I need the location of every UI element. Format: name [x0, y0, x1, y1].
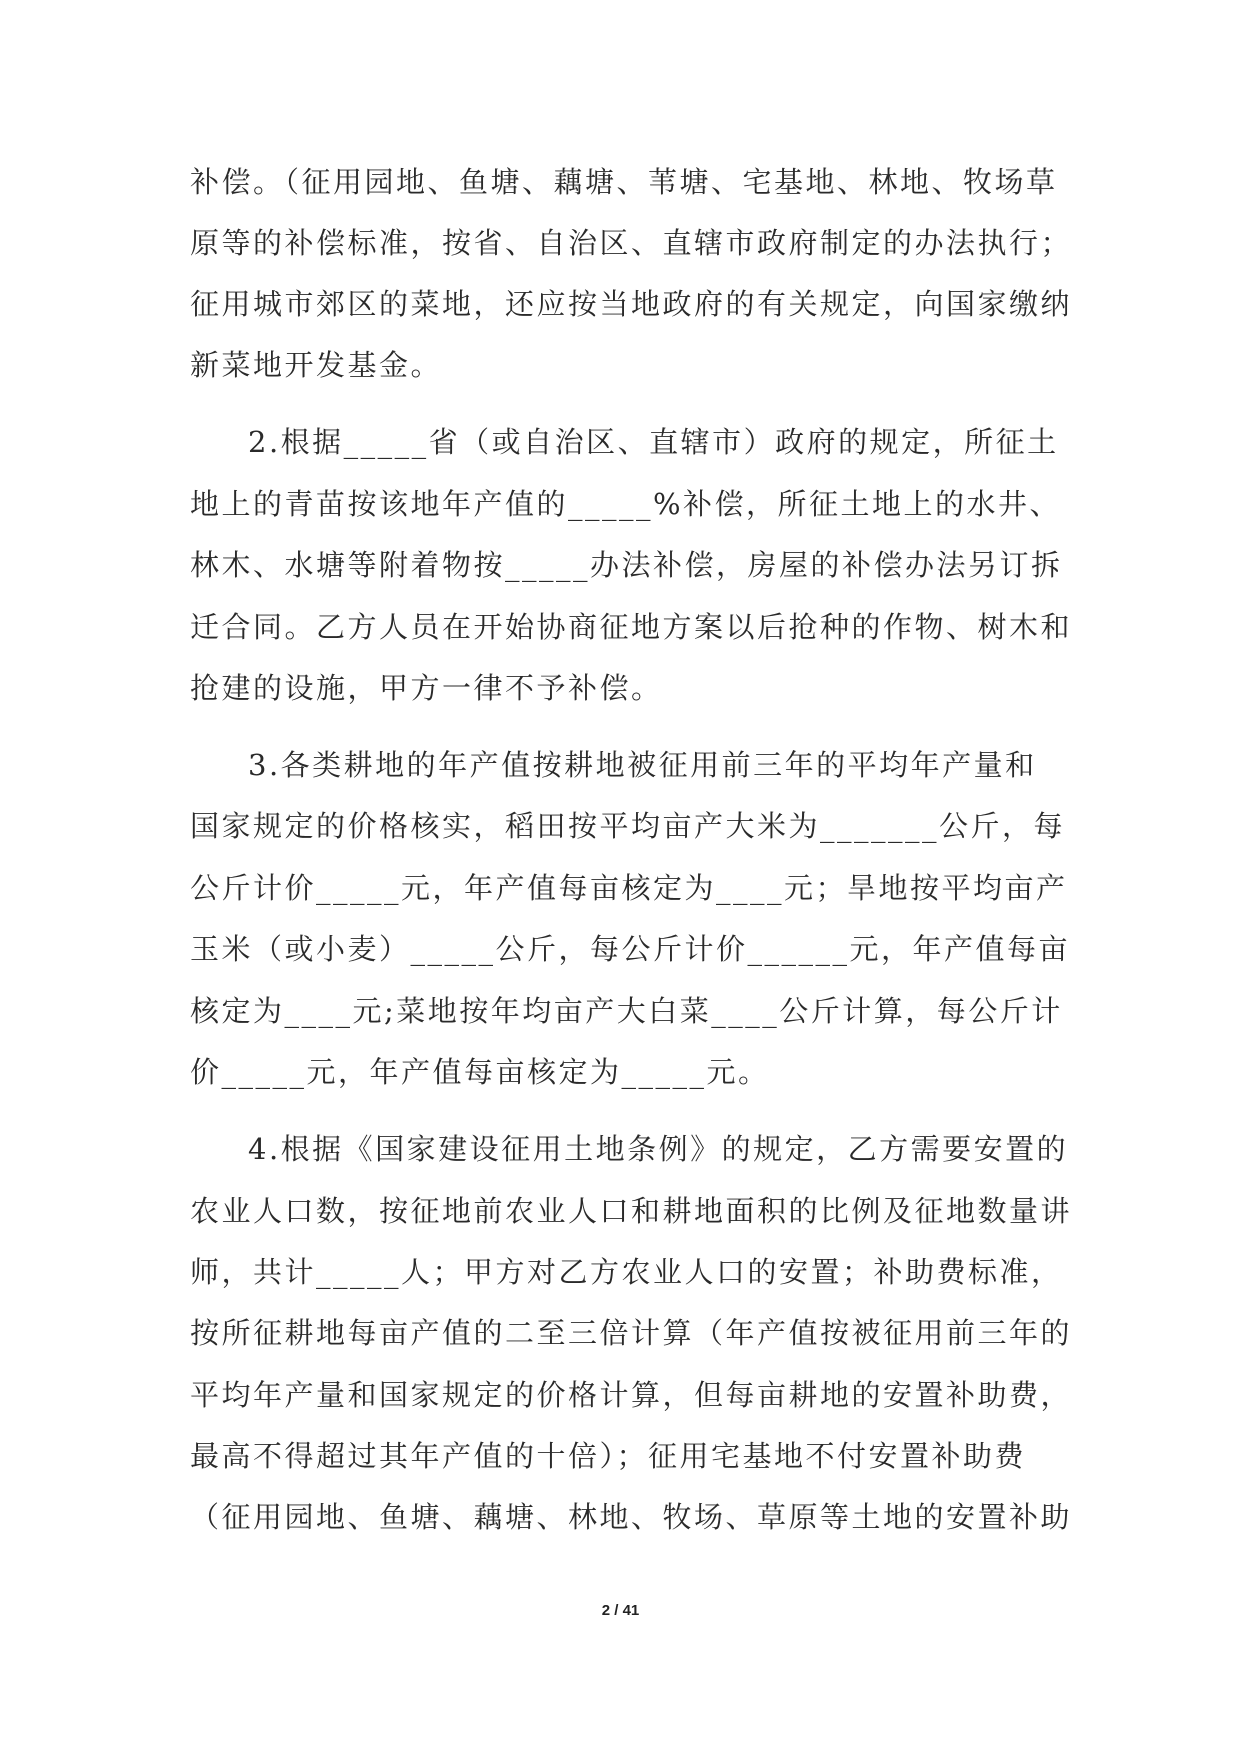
text-line: 公斤计价_____元，年产值每亩核定为____元；旱地按平均亩产 — [190, 871, 1068, 905]
text-line: 最高不得超过其年产值的十倍）；征用宅基地不付安置补助费 — [190, 1439, 1027, 1473]
text-line: 补偿。（征用园地、鱼塘、藕塘、苇塘、宅基地、林地、牧场草 — [190, 165, 1058, 199]
text-line: 新菜地开发基金。 — [190, 348, 443, 382]
text-line: 价_____元，年产值每亩核定为_____元。 — [190, 1055, 770, 1089]
page-number: 2 / 41 — [601, 1602, 640, 1619]
text-line: 迁合同。乙方人员在开始协商征地方案以后抢种的作物、树木和 — [190, 610, 1073, 644]
text-line: 按所征耕地每亩产值的二至三倍计算（年产值按被征用前三年的 — [190, 1316, 1073, 1350]
text-line: 原等的补偿标准，按省、自治区、直辖市政府制定的办法执行； — [190, 226, 1073, 260]
text-line: 抢建的设施，甲方一律不予补偿。 — [190, 671, 663, 705]
text-line: 4.根据《国家建设征用土地条例》的规定，乙方需要安置的 — [248, 1132, 1069, 1166]
text-line: 国家规定的价格核实，稻田按平均亩产大米为_______公斤，每 — [190, 809, 1066, 843]
text-line: 核定为____元;菜地按年均亩产大白菜____公斤计算，每公斤计 — [190, 994, 1063, 1028]
text-line: （征用园地、鱼塘、藕塘、林地、牧场、草原等土地的安置补助 — [190, 1500, 1073, 1534]
text-line: 2.根据_____省（或自治区、直辖市）政府的规定，所征土 — [248, 425, 1059, 459]
text-line: 师，共计_____人；甲方对乙方农业人口的安置；补助费标准， — [190, 1255, 1063, 1289]
text-line: 地上的青苗按该地年产值的_____%补偿，所征土地上的水井、 — [190, 487, 1062, 521]
text-line: 平均年产量和国家规定的价格计算，但每亩耕地的安置补助费， — [190, 1378, 1073, 1412]
text-line: 玉米（或小麦）_____公斤，每公斤计价______元，年产值每亩 — [190, 932, 1071, 966]
text-line: 3.各类耕地的年产值按耕地被征用前三年的平均年产量和 — [248, 748, 1037, 782]
text-line: 林木、水塘等附着物按_____办法补偿，房屋的补偿办法另订拆 — [190, 548, 1063, 582]
text-line: 征用城市郊区的菜地，还应按当地政府的有关规定，向国家缴纳 — [190, 287, 1073, 321]
text-line: 农业人口数，按征地前农业人口和耕地面积的比例及征地数量讲 — [190, 1194, 1073, 1228]
